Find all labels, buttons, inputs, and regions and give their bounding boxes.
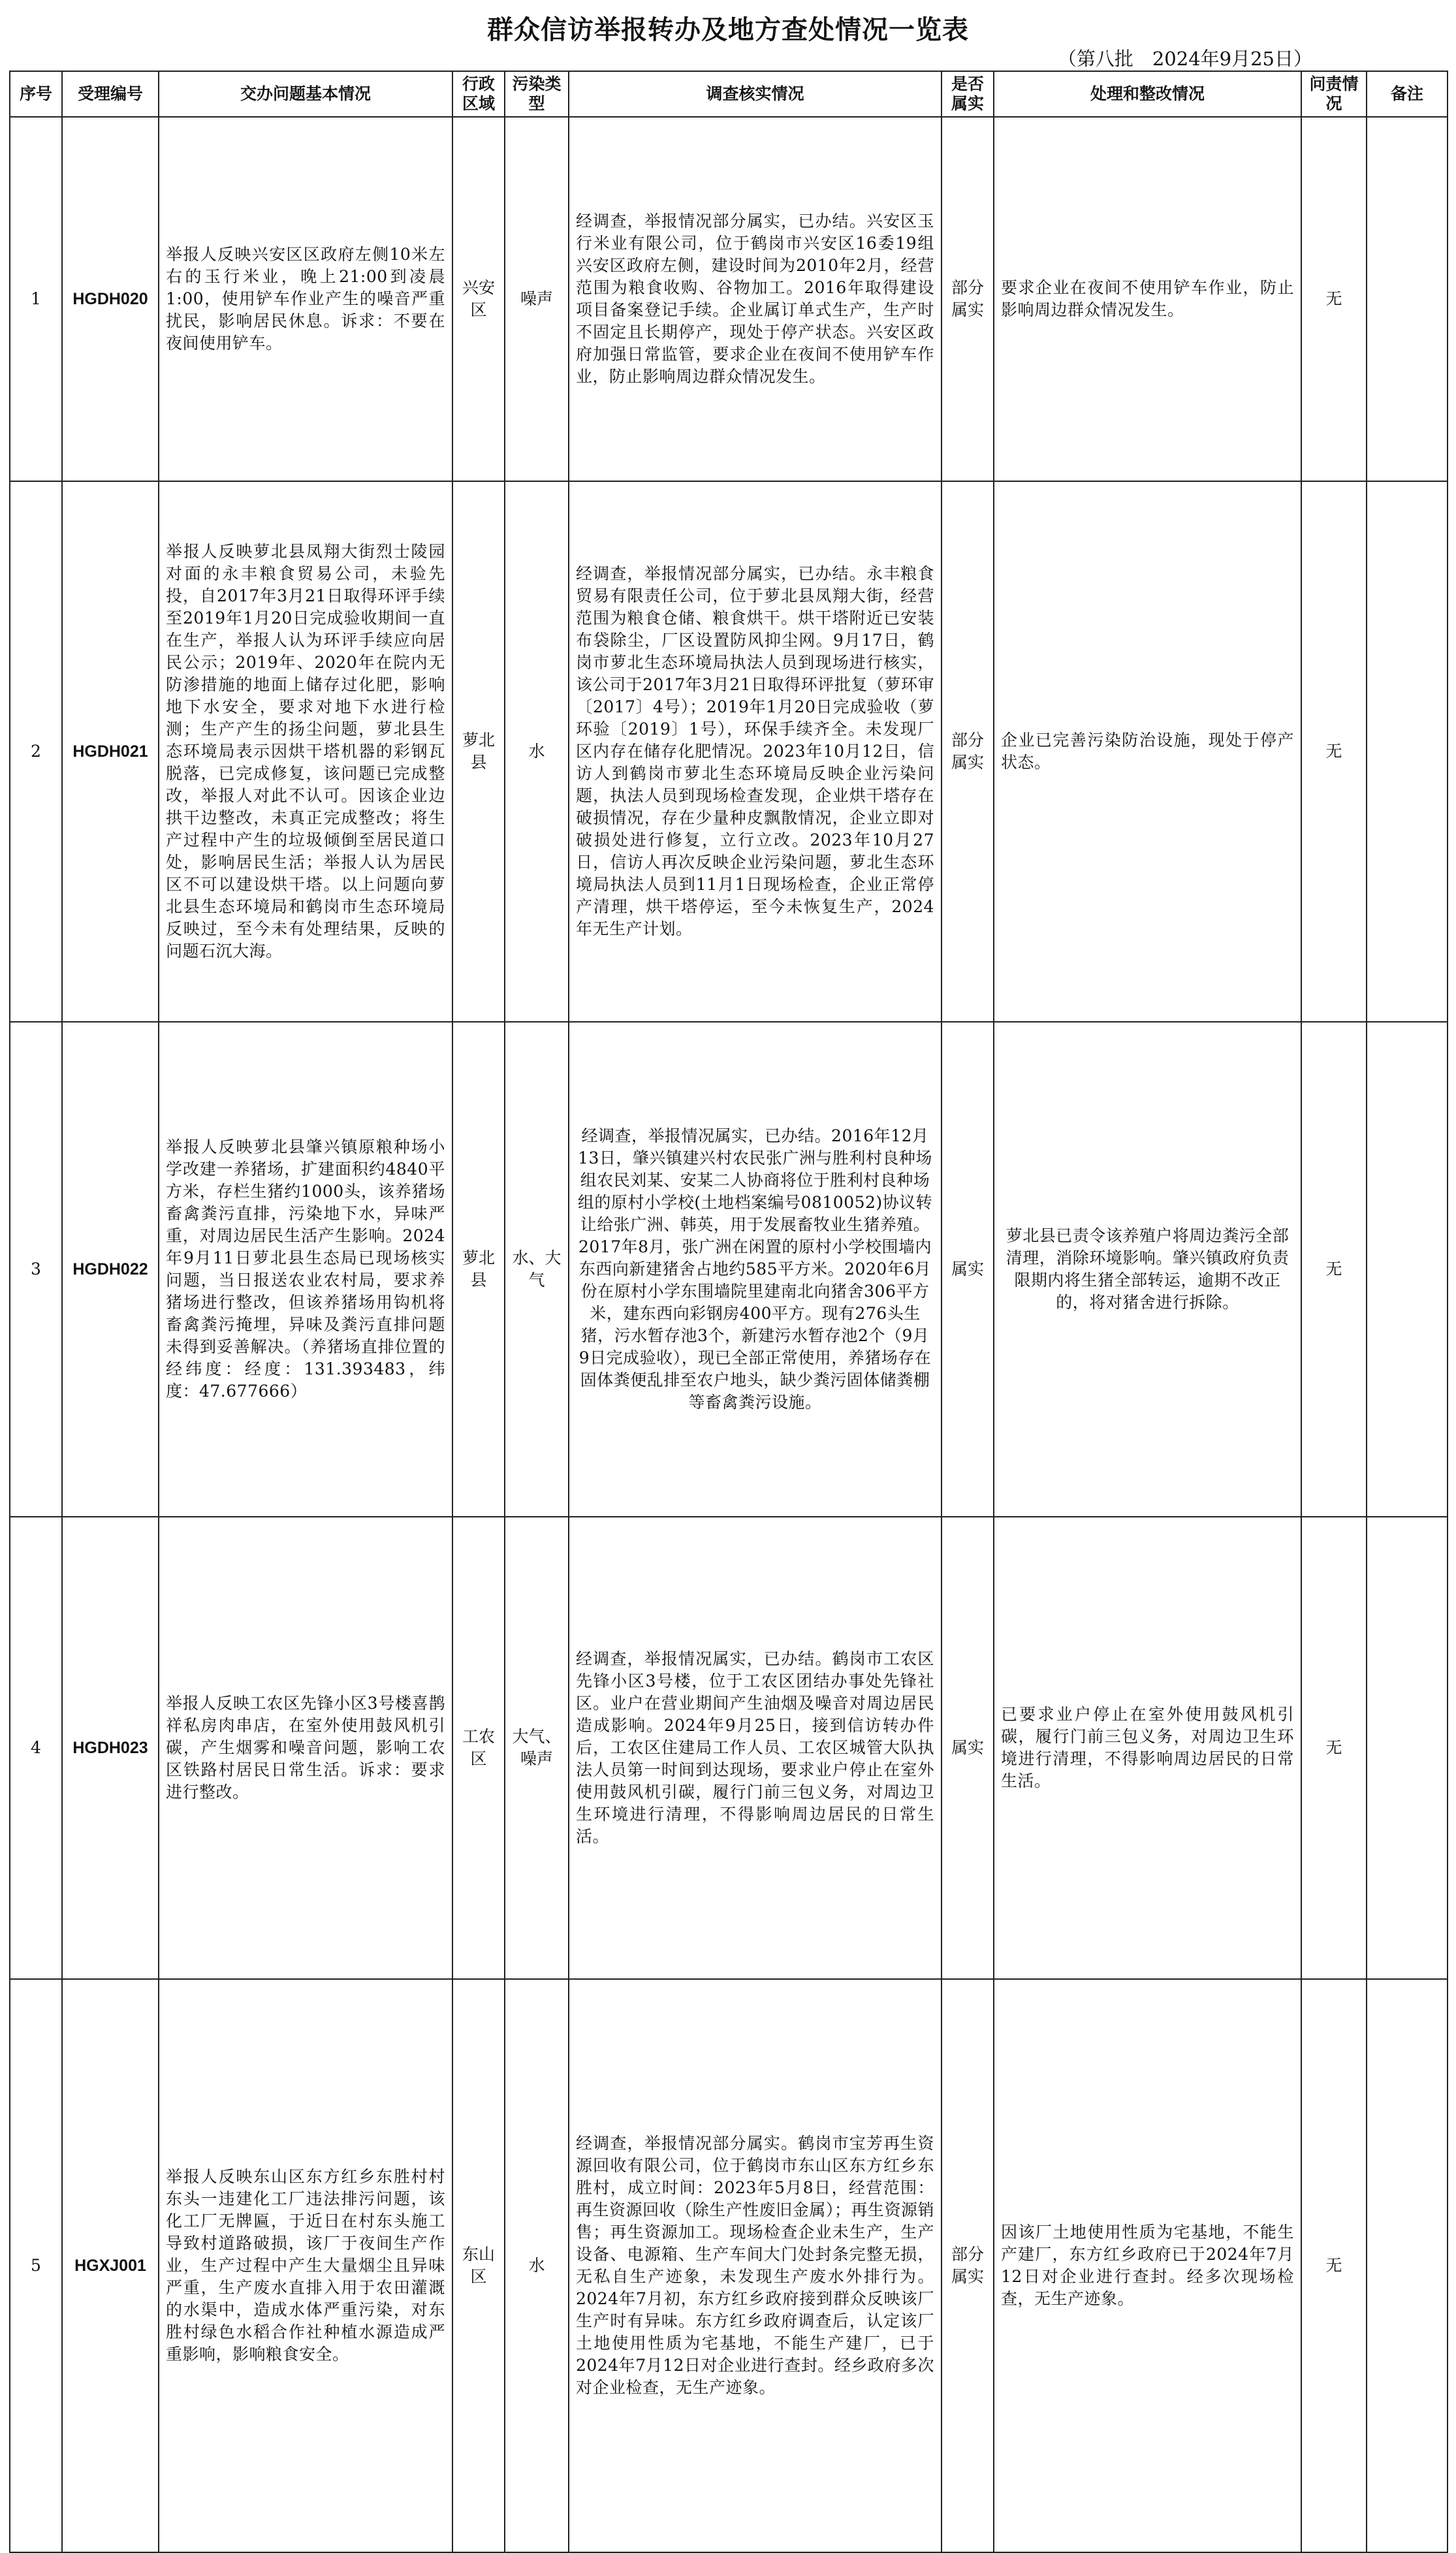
batch-date: （第八批 2024年9月25日） — [1057, 48, 1312, 70]
cell-region: 兴安区 — [452, 117, 505, 481]
cell-investigation: 经调查，举报情况属实，已办结。鹤岗市工农区先锋小区3号楼，位于工农区团结办事处先锋社区。业户在营业期间产生油烟及噪音对周边居民造成影响。2024年9月25日，接到信访转办件后，工农区住建局工作人员、工农区城管大队执法人员第一时间到达现场，要求业户停止在室外使用鼓风机引碳，履行门前三包义务，对周边卫生环境进行清理，不得影响周边居民的日常生活。 — [569, 1517, 942, 1979]
cell-region: 萝北县 — [452, 481, 505, 1022]
table-row — [10, 1022, 1448, 1517]
header-problem: 交办问题基本情况 — [159, 71, 452, 117]
cell-region: 东山区 — [452, 1979, 505, 2552]
cell-code: HGDH020 — [62, 117, 159, 481]
cell-code: HGDH021 — [62, 481, 159, 1022]
table-row — [10, 1979, 1448, 2552]
cell-pollution: 水 — [505, 481, 569, 1022]
cell-region: 萝北县 — [452, 1022, 505, 1517]
cell-problem: 举报人反映萝北县凤翔大街烈士陵园对面的永丰粮食贸易公司，未验先投，自2017年3月21日取得环评手续至2019年1月20日完成验收期间一直在生产，举报人认为环评手续应向居民公示；2019年、2020年在院内无防渗措施的地面上储存过化肥，影响地下水安全，要求对地下水进行检测；生产产生的扬尘问题，萝北县生态环境局表示因烘干塔机器的彩钢瓦脱落，已完成修复，该问题已完成整改，举报人对此不认可。因该企业边拱干边整改，未真正完成整改；将生产过程中产生的垃圾倾倒至居民道口处，影响居民生活；举报人认为居民区不可以建设烘干塔。以上问题向萝北县生态环境局和鹤岗市生态环境局反映过，至今未有处理结果，反映的问题石沉大海。 — [159, 481, 452, 1022]
cell-verified: 部分属实 — [942, 1979, 994, 2552]
cell-seq: 4 — [10, 1517, 62, 1979]
cell-problem: 举报人反映兴安区区政府左侧10米左右的玉行米业，晚上21:00到凌晨1:00，使用铲车作业产生的噪音严重扰民，影响居民休息。诉求：不要在夜间使用铲车。 — [159, 117, 452, 481]
cell-handling: 因该厂土地使用性质为宅基地，不能生产建厂，东方红乡政府已于2024年7月12日对企业进行查封。经多次现场检查，无生产迹象。 — [994, 1979, 1301, 2552]
cell-accountability: 无 — [1301, 1979, 1367, 2552]
cell-remark — [1367, 481, 1448, 1022]
cell-pollution: 噪声 — [505, 117, 569, 481]
page-title: 群众信访举报转办及地方查处情况一览表 — [487, 14, 969, 45]
header-investigation: 调查核实情况 — [569, 71, 942, 117]
header-accountability: 问责情况 — [1301, 71, 1367, 117]
cell-seq: 2 — [10, 481, 62, 1022]
cell-pollution: 水、大气 — [505, 1022, 569, 1517]
cell-handling: 萝北县已责令该养殖户将周边粪污全部清理，消除环境影响。肇兴镇政府负责限期内将生猪全部转运，逾期不改正的，将对猪舍进行拆除。 — [994, 1022, 1301, 1517]
complaint-table — [9, 71, 1448, 2553]
cell-remark — [1367, 1517, 1448, 1979]
header-handling: 处理和整改情况 — [994, 71, 1301, 117]
cell-investigation: 经调查，举报情况部分属实，已办结。兴安区玉行米业有限公司，位于鹤岗市兴安区16委19组兴安区政府左侧，建设时间为2010年2月，经营范围为粮食收购、谷物加工。2016年取得建设项目备案登记手续。企业属订单式生产，生产时不固定且长期停产，现处于停产状态。兴安区政府加强日常监管，要求企业在夜间不使用铲车作业，防止影响周边群众情况发生。 — [569, 117, 942, 481]
cell-problem: 举报人反映东山区东方红乡东胜村村东头一违建化工厂违法排污问题，该化工厂无牌匾，于近日在村东头施工导致村道路破损，该厂于夜间生产作业，生产过程中产生大量烟尘且异味严重，生产废水直排入用于农田灌溉的水渠中，造成水体严重污染，对东胜村绿色水稻合作社种植水源造成严重影响，影响粮食安全。 — [159, 1979, 452, 2552]
cell-verified: 属实 — [942, 1517, 994, 1979]
cell-code: HGXJ001 — [62, 1979, 159, 2552]
cell-region: 工农区 — [452, 1517, 505, 1979]
cell-seq: 1 — [10, 117, 62, 481]
cell-code: HGDH022 — [62, 1022, 159, 1517]
header-row — [10, 71, 1448, 117]
cell-accountability: 无 — [1301, 117, 1367, 481]
cell-handling: 已要求业户停止在室外使用鼓风机引碳，履行门前三包义务，对周边卫生环境进行清理，不得影响周边居民的日常生活。 — [994, 1517, 1301, 1979]
cell-investigation: 经调查，举报情况属实，已办结。2016年12月13日，肇兴镇建兴村农民张广洲与胜利村良种场组农民刘某、安某二人协商将位于胜利村良种场组的原村小学校(土地档案编号0810052)协议转让给张广洲、韩英，用于发展畜牧业生猪养殖。2017年8月，张广洲在闲置的原村小学校围墙内东西向新建猪舍占地约585平方米。2020年6月份在原村小学东围墙院里建南北向猪舍306平方米，建东西向彩钢房400平方。现有276头生猪，污水暂存池3个，新建污水暂存池2个（9月9日完成验收），现已全部正常使用，养猪场存在固体粪便乱排至农户地头，缺少粪污固体储粪棚等畜禽粪污设施。 — [569, 1022, 942, 1517]
table-row — [10, 481, 1448, 1022]
header-remark: 备注 — [1367, 71, 1448, 117]
header-pollution: 污染类型 — [505, 71, 569, 117]
header-seq: 序号 — [10, 71, 62, 117]
table-row — [10, 1517, 1448, 1979]
cell-verified: 属实 — [942, 1022, 994, 1517]
cell-remark — [1367, 1022, 1448, 1517]
cell-handling: 企业已完善污染防治设施，现处于停产状态。 — [994, 481, 1301, 1022]
cell-verified: 部分属实 — [942, 117, 994, 481]
cell-problem: 举报人反映工农区先锋小区3号楼喜鹊祥私房肉串店，在室外使用鼓风机引碳，产生烟雾和噪音问题，影响工农区铁路村居民日常生活。诉求：要求进行整改。 — [159, 1517, 452, 1979]
cell-pollution: 水 — [505, 1979, 569, 2552]
cell-investigation: 经调查，举报情况部分属实。鹤岗市宝芳再生资源回收有限公司，位于鹤岗市东山区东方红乡东胜村，成立时间：2023年5月8日，经营范围：再生资源回收（除生产性废旧金属）；再生资源销售；再生资源加工。现场检查企业未生产，生产设备、电源箱、生产车间大门处封条完整无损，无私自生产迹象，未发现生产废水外排行为。2024年7月初，东方红乡政府接到群众反映该厂生产时有异味。东方红乡政府调查后，认定该厂土地使用性质为宅基地，不能生产建厂，已于2024年7月12日对企业进行查封。经乡政府多次对企业检查，无生产迹象。 — [569, 1979, 942, 2552]
cell-seq: 5 — [10, 1979, 62, 2552]
header-verified: 是否属实 — [942, 71, 994, 117]
header-code: 受理编号 — [62, 71, 159, 117]
cell-problem: 举报人反映萝北县肇兴镇原粮种场小学改建一养猪场，扩建面积约4840平方米，存栏生猪约1000头，该养猪场畜禽粪污直排，污染地下水，异味严重，对周边居民生活产生影响。2024年9月11日萝北县生态局已现场核实问题，当日报送农业农村局，要求养猪场进行整改，但该养猪场用钩机将畜禽粪污掩埋，异味及粪污直排问题未得到妥善解决。（养猪场直排位置的经纬度：经度：131.393483，纬度：47.677666） — [159, 1022, 452, 1517]
cell-handling: 要求企业在夜间不使用铲车作业，防止影响周边群众情况发生。 — [994, 117, 1301, 481]
cell-accountability: 无 — [1301, 1517, 1367, 1979]
cell-code: HGDH023 — [62, 1517, 159, 1979]
cell-remark — [1367, 117, 1448, 481]
cell-seq: 3 — [10, 1022, 62, 1517]
cell-verified: 部分属实 — [942, 481, 994, 1022]
cell-accountability: 无 — [1301, 1022, 1367, 1517]
cell-investigation: 经调查，举报情况部分属实，已办结。永丰粮食贸易有限责任公司，位于萝北县凤翔大街，经营范围为粮食仓储、粮食烘干。烘干塔附近已安装布袋除尘，厂区设置防风抑尘网。9月17日，鹤岗市萝北生态环境局执法人员到现场进行核实，该公司于2017年3月21日取得环评批复（萝环审〔2017〕4号）；2019年1月20日完成验收（萝环验〔2019〕1号），环保手续齐全。未发现厂区内存在储存化肥情况。2023年10月12日，信访人到鹤岗市萝北生态环境局反映企业污染问题，执法人员到现场检查发现，企业烘干塔存在破损情况，存在少量种皮飘散情况，企业立即对破损处进行修复，立行立改。2023年10月27日，信访人再次反映企业污染问题，萝北生态环境局执法人员到11月1日现场检查，企业正常停产清理，烘干塔停运，至今未恢复生产，2024年无生产计划。 — [569, 481, 942, 1022]
cell-accountability: 无 — [1301, 481, 1367, 1022]
cell-pollution: 大气、噪声 — [505, 1517, 569, 1979]
header-region: 行政区域 — [452, 71, 505, 117]
cell-remark — [1367, 1979, 1448, 2552]
table-row — [10, 117, 1448, 481]
